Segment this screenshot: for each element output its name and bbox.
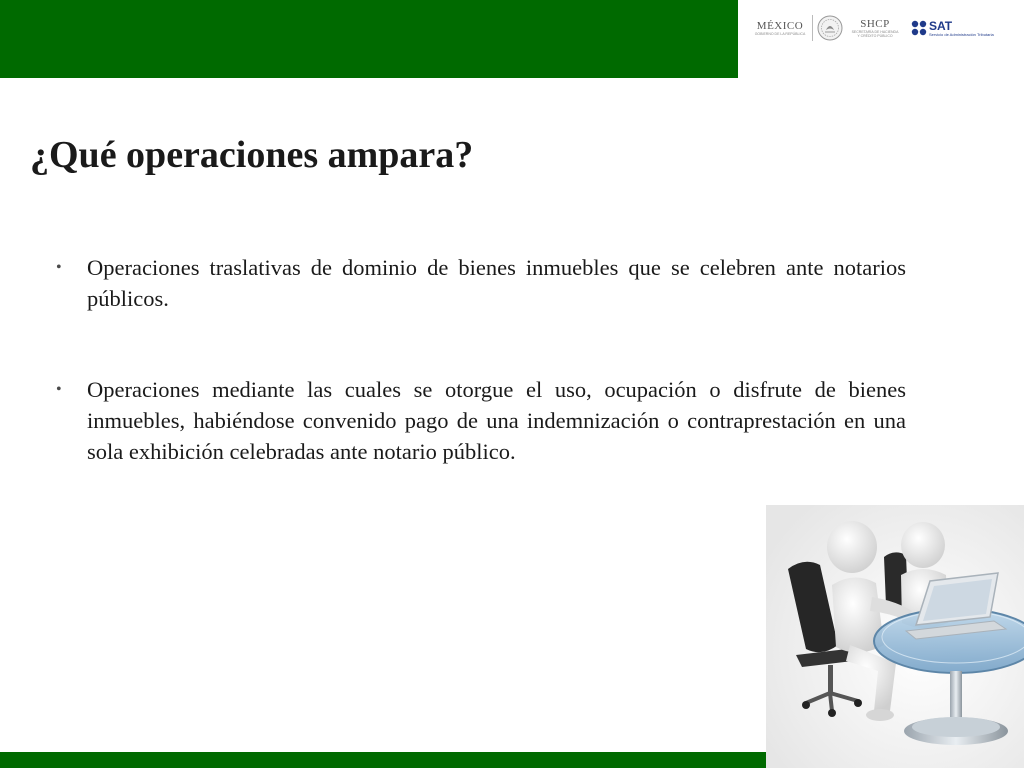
shcp-logo-subtext-1: SECRETARÍA DE HACIENDA	[851, 30, 899, 34]
sat-logo	[911, 20, 994, 37]
shcp-logo	[851, 18, 899, 38]
shcp-logo-text: SHCP	[860, 18, 890, 30]
eagle-seal-icon	[817, 15, 843, 41]
sat-logo-text: SAT	[929, 18, 953, 33]
shcp-logo-subtext-2: Y CRÉDITO PÚBLICO	[857, 34, 893, 38]
header-green-bar	[0, 0, 738, 78]
bullet-text: Operaciones traslativas de dominio de bienes inmuebles que se celebren ante notarios públicos.	[87, 255, 906, 311]
header-logos	[752, 10, 1014, 46]
slide-title: ¿Qué operaciones ampara?	[30, 134, 474, 176]
footer-green-bar	[0, 752, 766, 768]
mexico-logo-subtext: GOBIERNO DE LA REPÚBLICA	[754, 31, 806, 36]
logo-divider	[812, 15, 813, 41]
bullet-item	[56, 374, 906, 467]
bullet-marker: •	[56, 381, 62, 398]
mexico-logo	[752, 20, 808, 37]
mexico-logo-text: MÉXICO	[756, 19, 804, 32]
bullet-text: Operaciones mediante las cuales se otorgue el uso, ocupación o disfrute de bienes inmuebles, habiéndose convenido pago de una indemnización o contraprestación en una sola exhibición celebradas ante notario público.	[87, 377, 906, 464]
people-at-table-with-laptop-illustration	[766, 505, 1024, 768]
sat-dots-icon	[911, 20, 927, 36]
bullet-item	[56, 252, 906, 314]
bullet-list	[56, 252, 906, 527]
sat-logo-subtext: Servicio de Administración Tributaria	[929, 31, 994, 37]
bullet-marker: •	[56, 259, 62, 276]
